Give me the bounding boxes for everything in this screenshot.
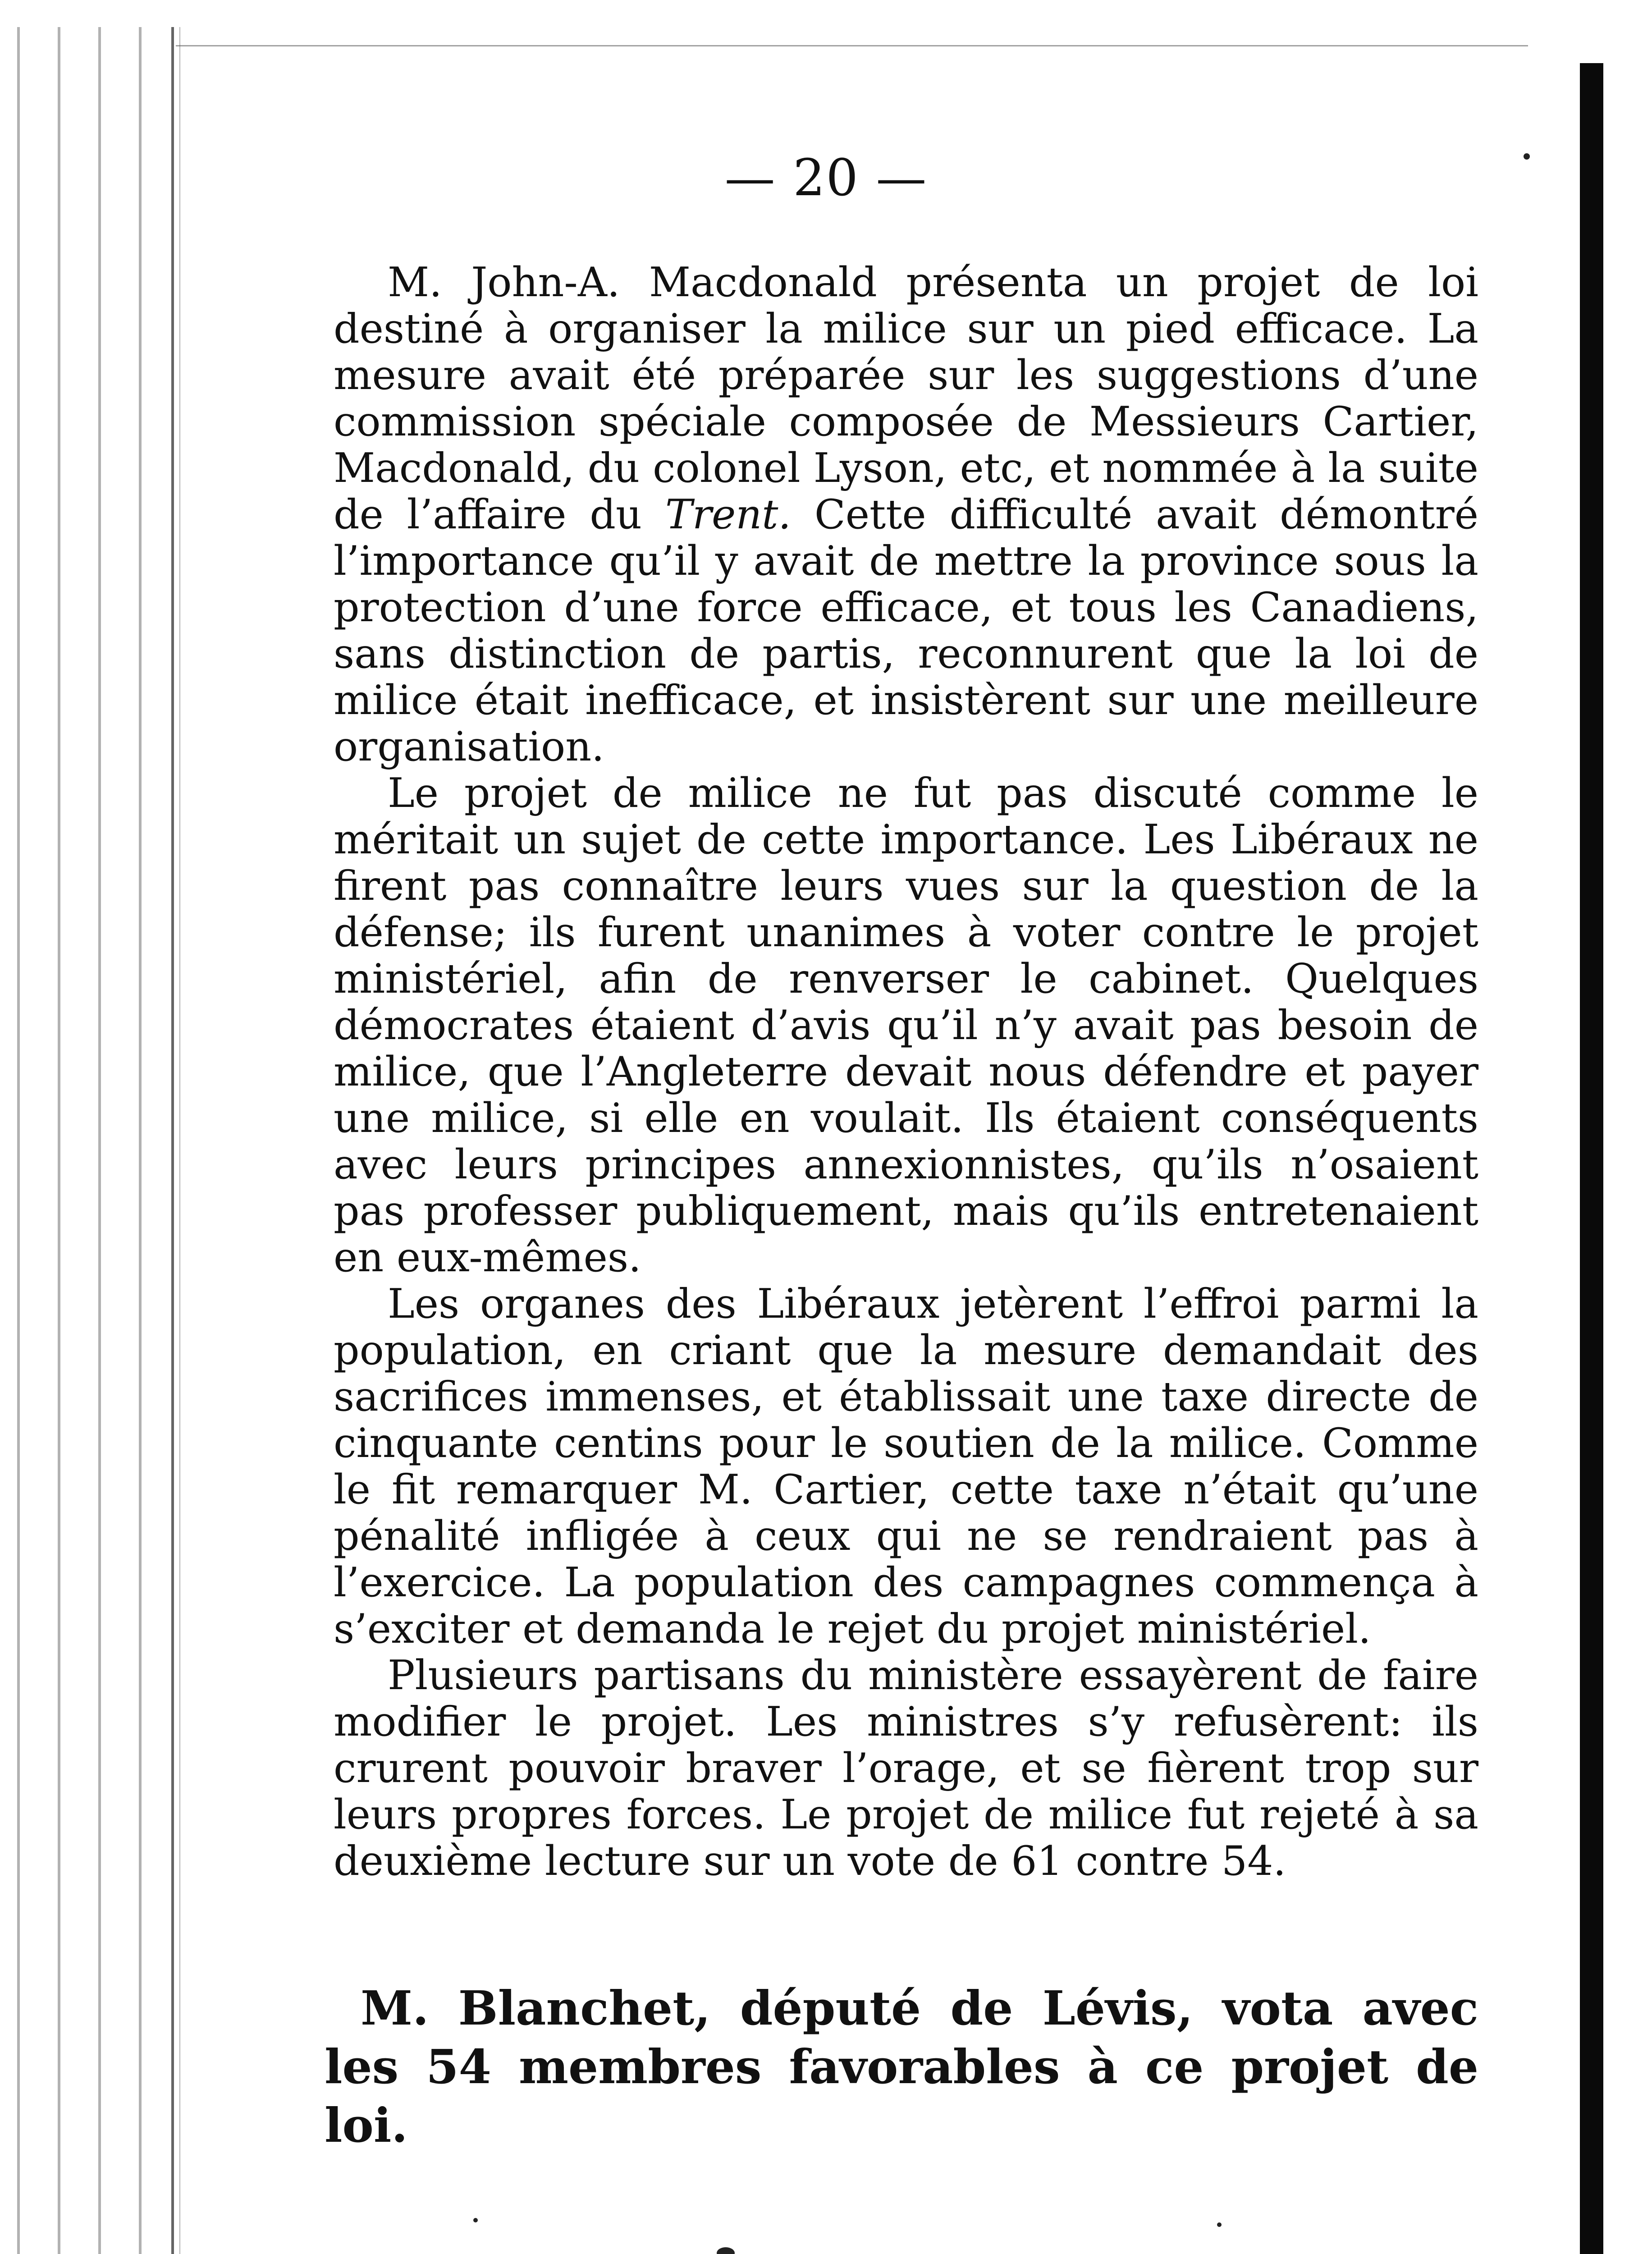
paragraph-1-before: M. John-A. Macdonald présenta un projet de loi destiné à organiser la milice sur un pied efficace. La mesure avait été préparée sur les suggestions d’une commission spéciale composée de Messieurs Cartier, Macdonald, du colonel Lyson, etc, et nommée à la suite de l’affaire du xyxy=(334,259,1478,538)
paragraph-1-emphasis: Trent. xyxy=(665,491,791,538)
paragraph-4: Plusieurs partisans du ministère essayèrent de faire modifier le projet. Les ministres s’y refusèrent: ils crurent pouvoir braver l’orage, et se fièrent trop sur leurs propres forces. Le projet de milice fut rejeté à sa deuxième lecture sur un vote de 61 contre 54. xyxy=(334,1652,1478,1885)
scan-binding-artifact xyxy=(0,27,180,2254)
paragraph-1 xyxy=(334,259,1478,770)
ink-speck xyxy=(717,2247,735,2254)
body-text xyxy=(334,259,1478,1884)
scan-top-edge xyxy=(176,45,1528,46)
paragraph-2: Le projet de milice ne fut pas discuté comme le méritait un sujet de cette importance. Les Libéraux ne firent pas connaître leurs vues sur la question de la défense; ils furent unanimes à voter contre le projet ministériel, afin de renverser le cabinet. Quelques démocrates étaient d’avis qu’il n’y avait pas besoin de milice, que l’Angleterre devait nous défendre et payer une milice, si elle en voulait. Ils étaient conséquents avec leurs principes annexionnistes, qu’ils n’osaient pas professer publiquement, mais qu’ils entretenaient en eux-mêmes. xyxy=(334,770,1478,1281)
conclusion-paragraph: M. Blanchet, député de Lévis, vota avec les 54 membres favorables à ce projet de loi. xyxy=(325,1980,1478,2153)
paragraph-3: Les organes des Libéraux jetèrent l’effroi parmi la population, en criant que la mesure demandait des sacrifices immenses, et établissait une taxe directe de cinquante centins pour le soutien de la milice. Comme le fit remarquer M. Cartier, cette taxe n’était qu’une pénalité infligée à ceux qui ne se rendraient pas à l’exercice. La population des campagnes commença à s’exciter et demanda le rejet du projet ministériel. xyxy=(334,1280,1478,1653)
ink-speck xyxy=(1217,2222,1222,2227)
conclusion-note xyxy=(325,1979,1478,2155)
ink-speck xyxy=(1524,153,1530,160)
scan-left-edge xyxy=(171,27,174,2254)
scan-right-edge xyxy=(1580,63,1603,2254)
ink-speck xyxy=(473,2218,478,2222)
paragraph-1-after: Cette difficulté avait démontré l’importance qu’il y avait de mettre la province sous la protection d’une force efficace, et tous les Canadiens, sans distinction de partis, reconnurent que la loi de milice était inefficace, et insistèrent sur une meilleure organisation. xyxy=(334,491,1478,770)
page-number: — 20 — xyxy=(724,149,928,207)
